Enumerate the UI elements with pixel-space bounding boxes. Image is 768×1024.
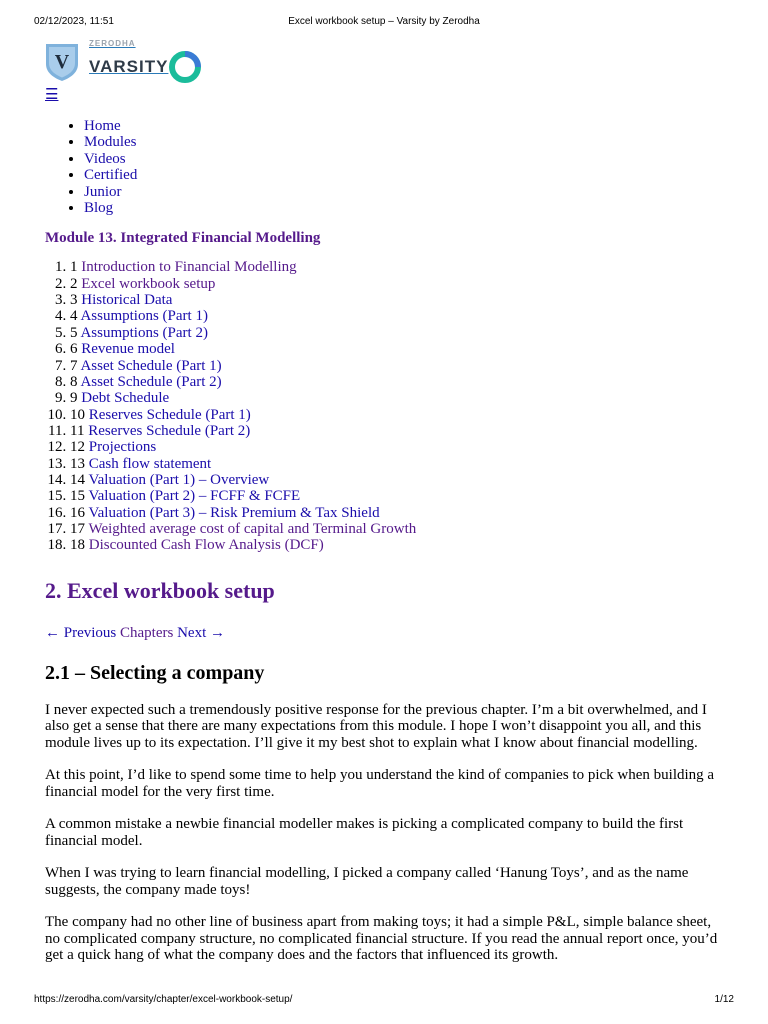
- chapter-link[interactable]: Valuation (Part 3) – Risk Premium & Tax Shield: [88, 504, 380, 521]
- chapter-number: 9: [70, 390, 78, 407]
- nav-item-blog: [84, 200, 725, 216]
- chapters-link[interactable]: Chapters: [120, 624, 174, 641]
- chapter-item: [70, 325, 725, 341]
- print-page-title: Excel workbook setup – Varsity by Zerodha: [288, 16, 480, 27]
- chapter-number: 5: [70, 324, 78, 341]
- nav-item-home: [84, 118, 725, 134]
- chapter-number: 13: [70, 455, 85, 472]
- chapter-number: 16: [70, 504, 85, 521]
- chapter-item: [70, 472, 725, 488]
- module-title: [45, 229, 725, 247]
- chapter-link[interactable]: Cash flow statement: [88, 455, 212, 472]
- chapter-pager: [45, 624, 725, 642]
- nav-link-home[interactable]: Home: [84, 118, 121, 134]
- page-content: [45, 40, 725, 964]
- chapter-item: [70, 358, 725, 374]
- chapter-item: [70, 439, 725, 455]
- chapter-number: 2: [70, 275, 78, 292]
- paragraph: A common mistake a newbie financial modeller makes is picking a complicated company to build the first financial model.: [45, 816, 684, 849]
- chapter-number: 15: [70, 488, 85, 505]
- chapter-link[interactable]: Introduction to Financial Modelling: [81, 259, 297, 276]
- chapter-link[interactable]: Discounted Cash Flow Analysis (DCF): [88, 537, 324, 554]
- module-title-link[interactable]: Module 13. Integrated Financial Modelling: [45, 230, 321, 247]
- chapter-number: 10: [70, 406, 85, 423]
- chapter-link[interactable]: Assumptions (Part 2): [80, 324, 208, 341]
- chapter-number: 1: [70, 259, 78, 276]
- chapter-item: [70, 259, 725, 275]
- chapter-item: [70, 423, 725, 439]
- paragraph: I never expected such a tremendously positive response for the previous chapter. I’m a bit overwhelmed, and I also get a sense that there are many expectations from this module. I hope I won’t disappoint you all, and this module lives up to its expectation. I’ll give it my best shot to explain what I know about financial modelling.: [45, 701, 707, 751]
- chapter-item: [70, 276, 725, 292]
- paragraph: When I was trying to learn financial modelling, I picked a company called ‘Hanung Toys’, and as the name suggests, the company made toys!: [45, 865, 689, 898]
- chapter-item: [70, 308, 725, 324]
- chapter-item: [70, 488, 725, 504]
- chapter-number: 12: [70, 439, 85, 456]
- menu-toggle-icon[interactable]: ☰: [45, 87, 59, 103]
- nav-item-certified: [84, 167, 725, 183]
- chapter-number: 18: [70, 537, 85, 554]
- print-page-number: 1/12: [714, 994, 734, 1005]
- nav-link-junior[interactable]: Junior: [84, 183, 122, 200]
- chapter-item: [70, 390, 725, 406]
- nav-link-modules[interactable]: Modules: [84, 134, 137, 151]
- nav-item-videos: [84, 151, 725, 167]
- chapter-link[interactable]: Reserves Schedule (Part 1): [88, 406, 251, 423]
- nav-link-blog[interactable]: Blog: [84, 200, 114, 217]
- chapter-title: [45, 574, 725, 608]
- nav-item-modules: [84, 134, 725, 150]
- chapter-link[interactable]: Valuation (Part 2) – FCFF & FCFE: [88, 488, 301, 505]
- chapter-number: 4: [70, 308, 78, 325]
- nav-link-certified[interactable]: Certified: [84, 167, 138, 184]
- chapter-link[interactable]: Valuation (Part 1) – Overview: [88, 471, 270, 488]
- previous-link[interactable]: ← Previous: [45, 624, 117, 641]
- chapter-item: [70, 505, 725, 521]
- zerodha-label: ZERODHA: [89, 38, 136, 48]
- chapter-link[interactable]: Projections: [88, 439, 157, 456]
- nav-item-junior: [84, 184, 725, 200]
- paragraph: The company had no other line of business apart from making toys; it had a simple P&L, simple balance sheet, no complicated company structure, no complicated financial structure. If you read the annual report once, you’d get a quick hang of what the company does and the factors that influenced its growth.: [45, 914, 718, 964]
- chapter-link[interactable]: Revenue model: [81, 341, 175, 358]
- chapter-link[interactable]: Historical Data: [81, 292, 173, 309]
- chapter-link[interactable]: Weighted average cost of capital and Terminal Growth: [88, 520, 417, 537]
- chapter-number: 8: [70, 373, 78, 390]
- main-nav: [45, 118, 725, 216]
- varsity-logo-link[interactable]: [45, 40, 725, 84]
- chapter-link[interactable]: Reserves Schedule (Part 2): [88, 422, 251, 439]
- chapter-number: 14: [70, 471, 85, 488]
- chapter-link[interactable]: Assumptions (Part 1): [80, 308, 208, 325]
- nav-link-videos[interactable]: Videos: [84, 150, 126, 167]
- chapter-item: [70, 456, 725, 472]
- chapter-title-link[interactable]: 2. Excel workbook setup: [45, 577, 275, 603]
- varsity-label: VARSITY: [89, 56, 169, 76]
- chapter-number: 7: [70, 357, 78, 374]
- brand-wordmark: [89, 39, 204, 86]
- chapter-item: [70, 374, 725, 390]
- chapter-item: [70, 292, 725, 308]
- paragraph: At this point, I’d like to spend some time to help you understand the kind of companies to pick when building a financial model for the very first time.: [45, 767, 715, 800]
- chapter-link[interactable]: Debt Schedule: [81, 390, 170, 407]
- print-url: https://zerodha.com/varsity/chapter/excel-workbook-setup/: [34, 994, 293, 1005]
- chapter-number: 17: [70, 520, 85, 537]
- chapter-link[interactable]: Asset Schedule (Part 2): [80, 373, 222, 390]
- chapter-number: 3: [70, 292, 78, 309]
- chapter-item: [70, 341, 725, 357]
- print-footer: [34, 994, 734, 1005]
- chapter-item: [70, 537, 725, 553]
- chapter-number: 6: [70, 341, 78, 358]
- chapter-link[interactable]: Asset Schedule (Part 1): [80, 357, 222, 374]
- svg-text:V: V: [54, 51, 70, 73]
- chapter-list: [45, 259, 725, 553]
- chapter-item: [70, 521, 725, 537]
- varsity-ring-icon: [166, 48, 204, 86]
- chapter-number: 11: [70, 422, 85, 439]
- chapter-item: [70, 407, 725, 423]
- chapter-link[interactable]: Excel workbook setup: [81, 275, 216, 292]
- varsity-shield-icon: [45, 42, 79, 82]
- print-timestamp: 02/12/2023, 11:51: [34, 16, 114, 27]
- next-link[interactable]: Next →: [177, 624, 225, 641]
- section-heading: 2.1 – Selecting a company: [45, 661, 265, 684]
